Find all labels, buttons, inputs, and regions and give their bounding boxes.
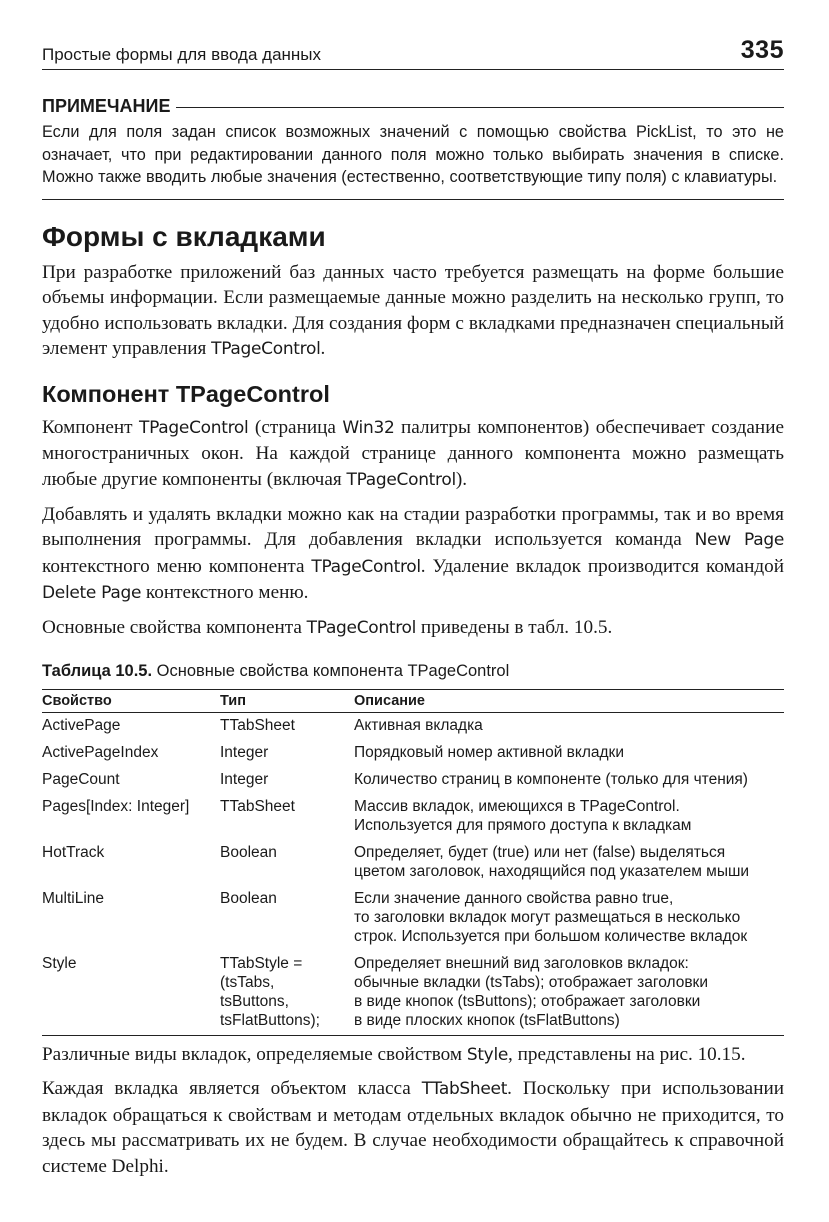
cell-description-line: Порядковый номер активной вкладки [354, 743, 624, 761]
cell-type [220, 767, 354, 794]
running-header [42, 36, 784, 70]
cell-description-line: цветом заголовок, находящийся под указателем мыши [354, 862, 750, 880]
table-row [42, 712, 784, 740]
section-title: Формы с вкладками [42, 220, 326, 252]
table-row [42, 886, 784, 951]
cell-description [354, 740, 784, 767]
cell-property: MultiLine [42, 889, 105, 907]
table-row [42, 740, 784, 767]
text-run: контекстного меню. [141, 582, 309, 604]
note-heading [42, 96, 784, 117]
note-box [42, 96, 784, 200]
cell-type-line: (tsTabs, [220, 973, 275, 991]
text-run: Основные свойства компонента [42, 617, 307, 639]
cell-description-line: Определяет внешний вид заголовков вкладок: [354, 954, 689, 972]
text-run: . Удаление вкладок производится командой [420, 555, 785, 577]
code-term: Style [466, 1044, 509, 1065]
cell-type [220, 740, 354, 767]
cell-type-line: tsButtons, [220, 992, 289, 1010]
cell-type [220, 712, 354, 740]
note-label: ПРИМЕЧАНИЕ [42, 96, 171, 116]
column-header-type: Тип [220, 689, 354, 712]
cell-description-line: Если значение данного свойства равно true, [354, 889, 674, 907]
properties-table [42, 689, 784, 1036]
table-row [42, 951, 784, 1036]
cell-property: Style [42, 951, 220, 1036]
cell-property: HotTrack [42, 843, 105, 861]
page-number: 335 [740, 36, 784, 64]
cell-description-line: Количество страниц в компоненте (только для чтения) [354, 770, 748, 788]
cell-type-line: Boolean [220, 843, 277, 861]
paragraph-style-ref [42, 1042, 784, 1069]
cell-description-line: обычные вкладки (tsTabs); отображает заголовки [354, 973, 708, 991]
cell-description [354, 840, 784, 886]
cell-type [220, 951, 354, 1036]
note-rule [176, 107, 784, 108]
cell-type [220, 840, 354, 886]
cell-type-line: Boolean [220, 889, 277, 907]
cell-description-line: строк. Используется при большом количестве вкладок [354, 927, 748, 945]
cell-description [354, 886, 784, 951]
code-term: TPageControl [311, 556, 421, 577]
cell-type-line: Integer [220, 743, 269, 761]
text-run: контекстного меню компонента [42, 555, 312, 577]
text-run: приведены в табл. 10.5. [416, 617, 613, 639]
code-term: Win32 [342, 417, 395, 438]
text-run: Компонент [42, 416, 140, 438]
cell-description-line: Массив вкладок, имеющихся в TPageControl. [354, 797, 680, 815]
cell-description [354, 951, 784, 1036]
code-term: Delete Page [42, 583, 142, 604]
table-caption [42, 662, 784, 681]
text-run: . [320, 338, 326, 360]
table-row [42, 794, 784, 840]
code-term: TPageControl [211, 339, 321, 360]
code-term: TPageControl [306, 618, 417, 639]
cell-description-line: Активная вкладка [354, 716, 483, 734]
table-caption-text: Основные свойства компонента TPageControl [152, 661, 510, 680]
text-run: При разработке приложений баз данных часто требуется размещать на форме большие объемы информации. Если размещаемые данные можно разделить на несколько групп, то удобно использовать вкладки. Для создания форм с вкладками предназначен специальный элемент управления [42, 261, 784, 360]
text-run: ). [455, 469, 468, 491]
paragraph-add-remove [42, 502, 784, 607]
cell-description-line: Определяет, будет (true) или нет (false) выделяться [354, 843, 726, 861]
cell-property: PageCount [42, 770, 120, 788]
code-term: New Page [694, 530, 784, 551]
cell-description-line: в виде кнопок (tsButtons); отображает заголовки [354, 992, 701, 1010]
cell-type-line: TTabSheet [220, 797, 295, 815]
cell-type-line: Integer [220, 770, 269, 788]
cell-type-line: tsFlatButtons); [220, 1011, 320, 1029]
table-caption-number: Таблица 10.5. [42, 661, 153, 680]
text-run: (страница [248, 416, 343, 438]
text-run: Различные виды вкладок, определяемые свойством [42, 1043, 467, 1065]
paragraph-intro [42, 260, 784, 363]
cell-type-line: TTabStyle = [220, 954, 303, 972]
cell-type [220, 886, 354, 951]
column-header-description: Описание [354, 689, 784, 712]
text-run: Каждая вкладка является объектом класса [42, 1078, 422, 1100]
subsection-title: Компонент TPageControl [42, 380, 330, 407]
table-header-row [42, 689, 784, 712]
cell-property: Pages[Index: Integer] [42, 797, 190, 815]
cell-property: ActivePageIndex [42, 743, 159, 761]
cell-type [220, 794, 354, 840]
cell-type-line: TTabSheet [220, 716, 295, 734]
cell-description [354, 794, 784, 840]
cell-description [354, 712, 784, 740]
cell-description [354, 767, 784, 794]
text-run: Добавлять и удалять вкладки можно как на стадии разработки программы, так и во время выполнения программы. Для добавления вкладки используется команда [42, 503, 784, 551]
paragraph-component [42, 415, 784, 494]
text-run: . Поскольку при использовании вкладок обращаться к свойствам и методам отдельных вкладок обычно не приходится, то здесь мы рассматривать их не будем. В случае необходимости обращайтесь к справочной системе Delphi. [42, 1078, 785, 1177]
table-row [42, 767, 784, 794]
table-row [42, 840, 784, 886]
code-term: TTabSheet [421, 1079, 508, 1100]
cell-property: ActivePage [42, 716, 121, 734]
cell-description-line: в виде плоских кнопок (tsFlatButtons) [354, 1011, 620, 1029]
paragraph-table-ref [42, 615, 784, 642]
text-run: палитры компонентов) обеспечивает создание многостраничных окон. На каждой странице данного компонента можно размещать любые другие компоненты (включая [42, 416, 784, 491]
cell-description-line: Используется для прямого доступа к вкладкам [354, 816, 692, 834]
code-term: TPageControl [346, 470, 456, 491]
code-term: TPageControl [139, 417, 249, 438]
text-run: , представлены на рис. 10.15. [508, 1043, 746, 1065]
column-header-property: Свойство [42, 689, 220, 712]
header-title: Простые формы для ввода данных [42, 45, 322, 64]
cell-description-line: то заголовки вкладок могут размещаться в несколько [354, 908, 741, 926]
paragraph-tabsheet [42, 1076, 784, 1179]
note-text: Если для поля задан список возможных значений с помощью свойства PickList, то это не означает, что при редактировании данного поля можно только выбирать значения в списке. Можно также вводить любые значения (естественно, соответствующие типу поля) с клавиатуры. [42, 123, 784, 186]
